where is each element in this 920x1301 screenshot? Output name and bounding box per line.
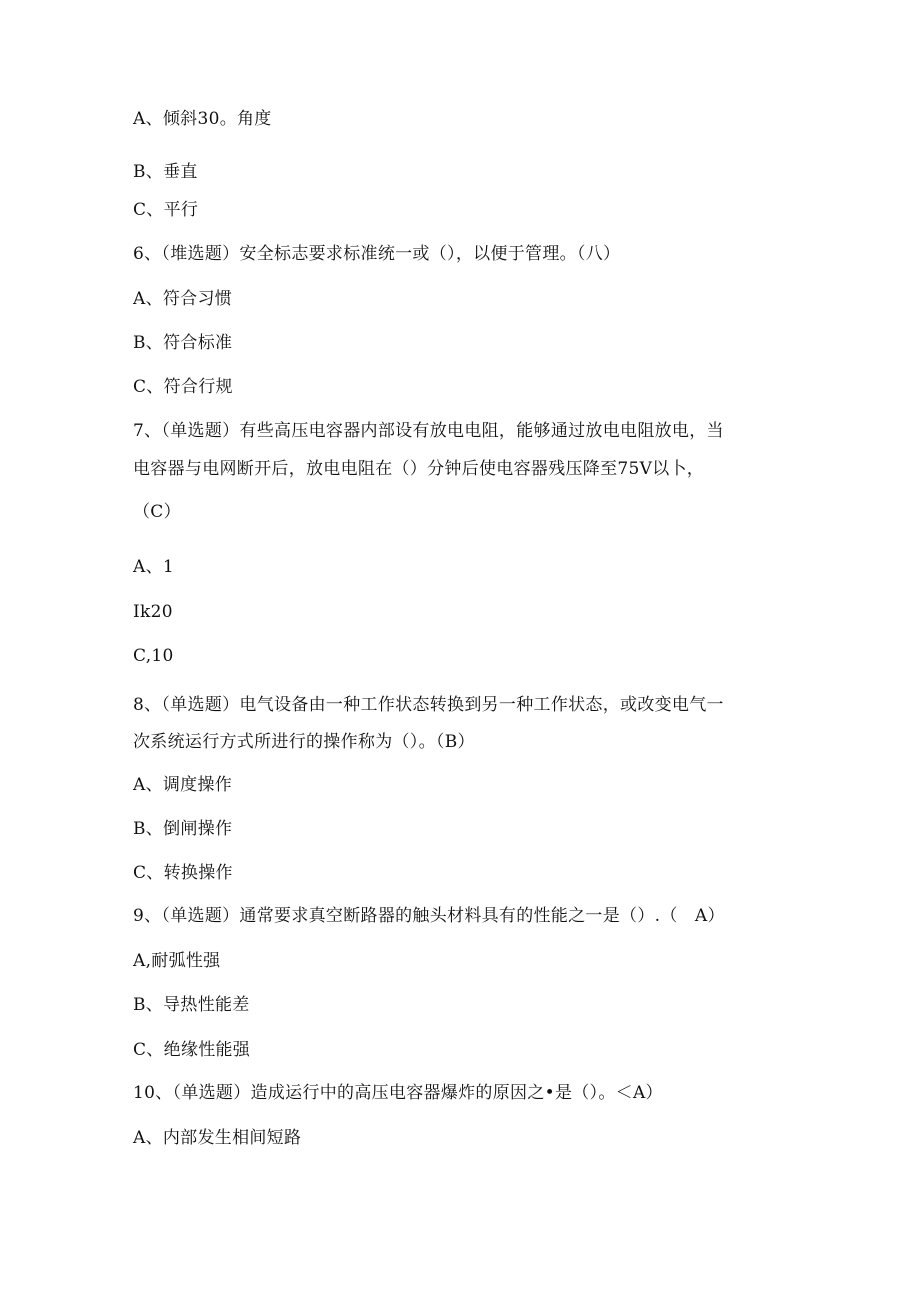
option-6b: B、符合标准 [133, 333, 233, 353]
option-6a: A、符合习惯 [133, 289, 233, 309]
question-9: 9、（单选题）通常要求真空断路器的触头材料具有的性能之一是（）.（ A） [133, 906, 725, 926]
question-8-line-1: 8、（单选题）电气设备由一种工作状态转换到另一种工作状态，或改变电气一 [133, 695, 724, 715]
option-8c: C、转换操作 [133, 863, 233, 883]
question-7-line-1: 7、（单选题）有些高压电容器内部设有放电电阻，能够通过放电电阻放电，当 [133, 421, 724, 441]
question-10: 10、（单选题）造成运行中的高压电容器爆炸的原因之•是（）。＜A） [133, 1083, 663, 1103]
option-10a: A、内部发生相间短路 [133, 1128, 302, 1148]
question-7-line-2: 电容器与电网断开后，放电电阻在（）分钟后使电容器残压降至75V以卜， [133, 459, 705, 479]
option-8a: A、调度操作 [133, 775, 233, 795]
option-7c: C,10 [133, 646, 174, 666]
option-9b: B、导热性能差 [133, 995, 250, 1015]
question-8-line-2: 次系统运行方式所进行的操作称为（）。（B） [133, 732, 475, 752]
option-5c: C、平行 [133, 200, 199, 220]
option-6c: C、符合行规 [133, 377, 233, 397]
option-5a: A、倾斜30。角度 [133, 109, 272, 129]
option-7a: A、1 [133, 557, 174, 577]
option-9c: C、绝缘性能强 [133, 1040, 251, 1060]
option-9a: A,耐弧性强 [133, 951, 221, 971]
option-5b: B、垂直 [133, 162, 198, 182]
option-8b: B、倒闸操作 [133, 819, 233, 839]
question-7-answer: （C） [133, 502, 181, 522]
option-7b: Ik20 [133, 602, 173, 622]
question-6: 6、（堆选题）安全标志要求标准统一或（），以便于管理。（八） [133, 244, 621, 264]
